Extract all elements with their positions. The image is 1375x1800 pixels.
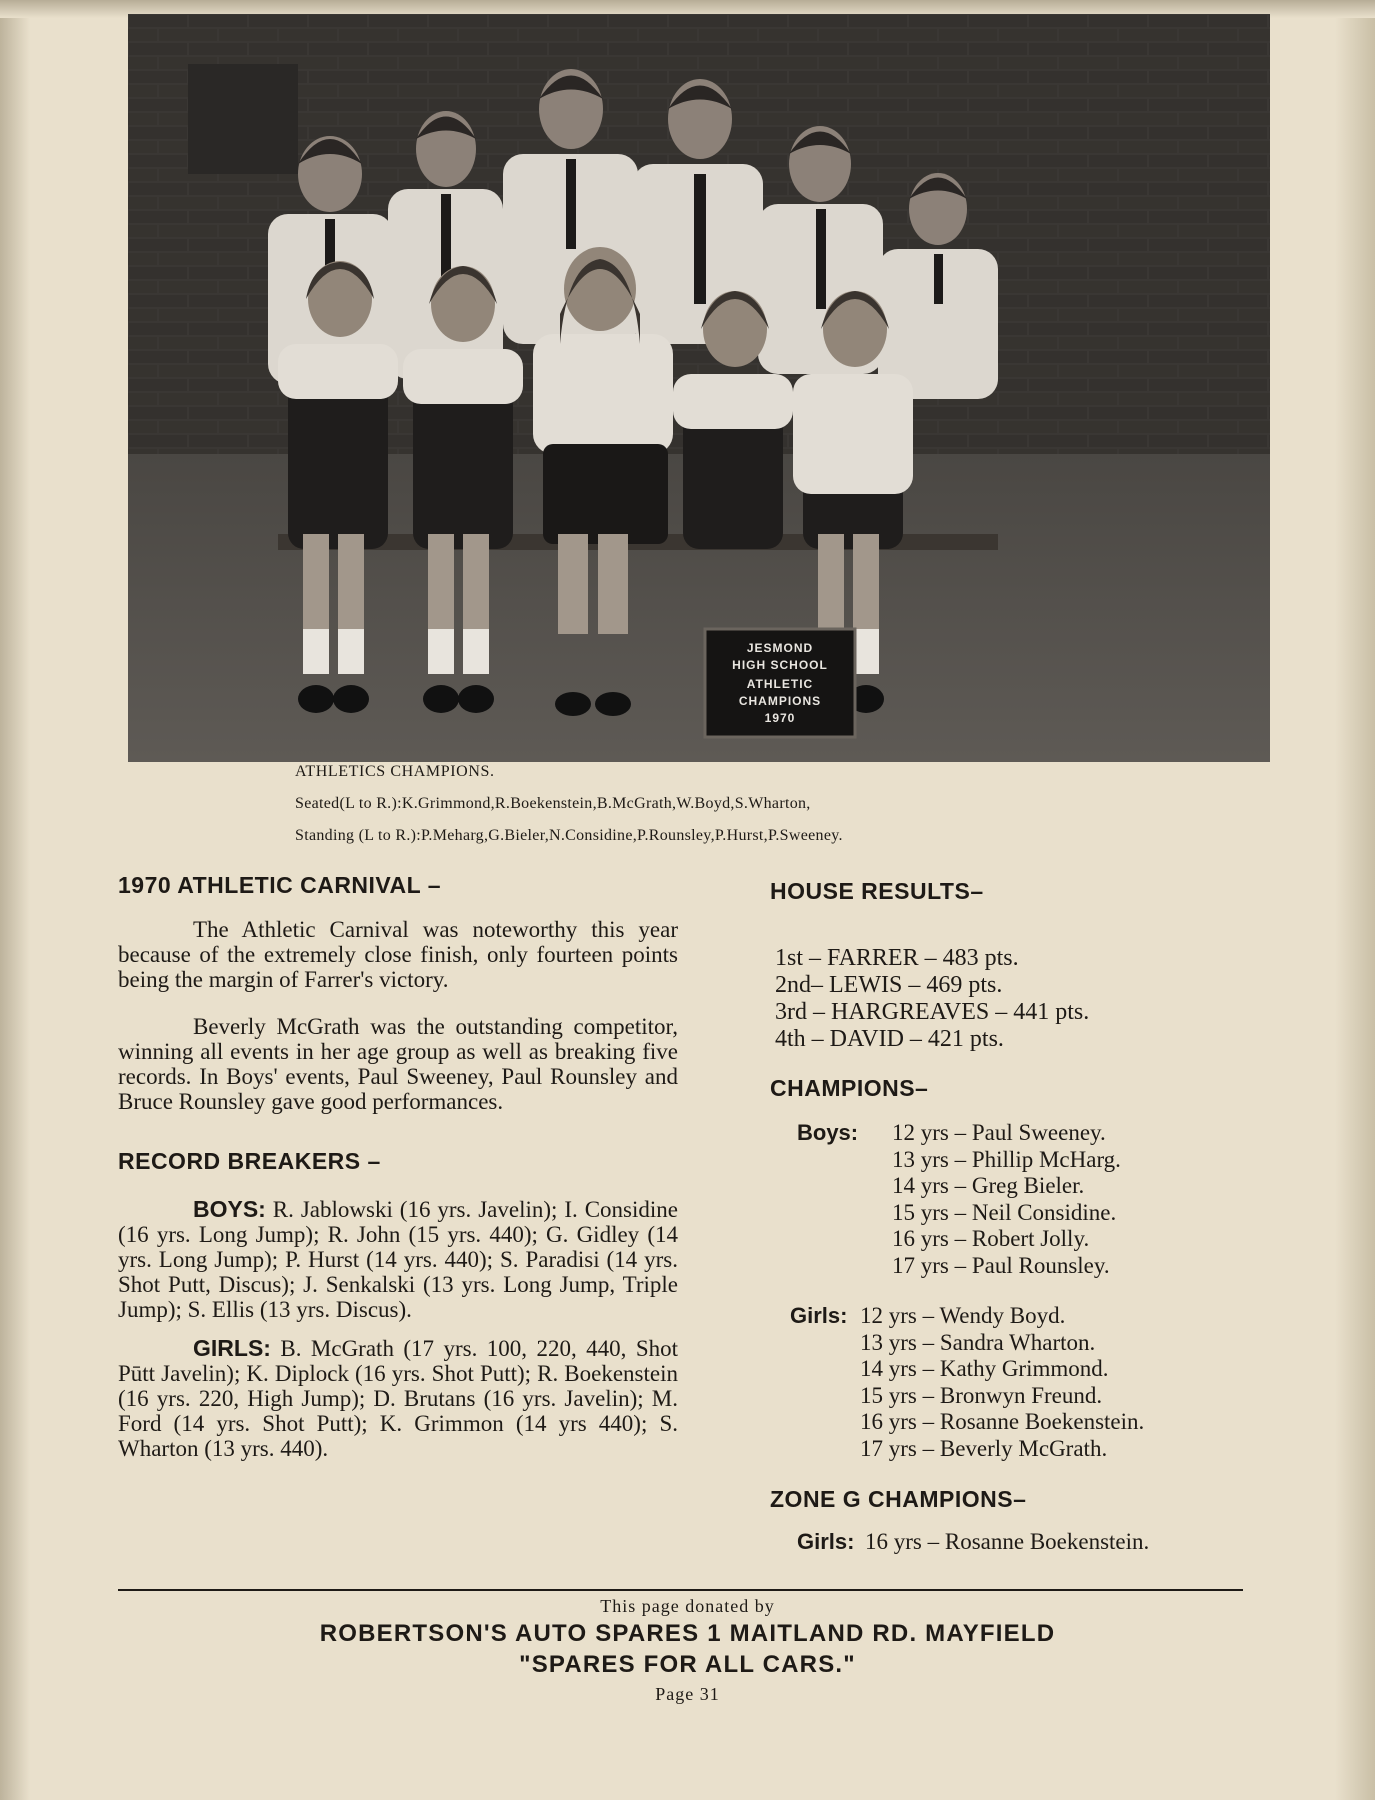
champion-entry: 16 yrs – Robert Jolly. — [892, 1226, 1090, 1251]
photo-caption — [295, 756, 1195, 852]
sponsor-line-2: "SPARES FOR ALL CARS." — [519, 1651, 856, 1678]
carnival-heading: 1970 ATHLETIC CARNIVAL – — [118, 872, 441, 898]
champion-entry: 13 yrs – Sandra Wharton. — [860, 1329, 1096, 1355]
champions-heading: CHAMPIONS– — [770, 1075, 929, 1101]
house-result-item: 4th – DAVID – 421 pts. — [775, 1026, 1004, 1052]
page-edge-right — [1335, 0, 1375, 1800]
carnival-paragraph-1: The Athletic Carnival was noteworthy this year because of the extremely close finish, only fourteen points being the margin of Farrer's victory. — [118, 917, 678, 992]
caption-standing: Standing (L to R.):P.Meharg,G.Bieler,N.Considine,P.Rounsley,P.Hurst,P.Sweeney. — [295, 827, 843, 844]
caption-title: ATHLETICS CHAMPIONS. — [295, 763, 495, 780]
champions-girls-label: Girls: — [790, 1303, 848, 1328]
caption-seated: Seated(L to R.):K.Grimmond,R.Boekenstein,B.McGrath,W.Boyd,S.Wharton, — [295, 795, 811, 812]
champions-girls — [790, 1303, 1240, 1462]
carnival-paragraph-2: Beverly McGrath was the outstanding competitor, winning all events in her age group as well as breaking five records. In Boys' events, Paul Sweeney, Paul Rounsley and Bruce Rounsley gave good performances. — [118, 1014, 678, 1114]
champion-entry: 16 yrs – Rosanne Boekenstein. — [860, 1409, 1145, 1434]
records-boys-text: R. Jablowski (16 yrs. Javelin); I. Considine (16 yrs. Long Jump); R. John (15 yrs. 440); G. Gidley (14 yrs. Long Jump); P. Hurst (14 yrs. 440); S. Paradisi (14 yrs. Shot Putt, Discus); J. Senkalski (13 yrs. Long Jump, Triple Jump); S. Ellis (13 yrs. Discus). — [118, 1197, 678, 1322]
right-column — [770, 878, 1240, 1556]
sign-line-3: ATHLETIC — [746, 677, 814, 691]
house-result-item: 3rd – HARGREAVES – 441 pts. — [775, 999, 1090, 1025]
sponsor-line-1: ROBERTSON'S AUTO SPARES 1 MAITLAND RD. MAYFIELD — [319, 1620, 1056, 1647]
zone-heading: ZONE G CHAMPIONS– — [770, 1486, 1027, 1512]
champions-girls-list — [860, 1303, 1240, 1462]
records-boys-label: BOYS: — [193, 1196, 266, 1222]
records-girls-paragraph — [118, 1336, 678, 1461]
champion-entry: 13 yrs – Phillip McHarg. — [892, 1146, 1121, 1172]
page-edge-left — [0, 0, 30, 1800]
champion-entry: 17 yrs – Beverly McGrath. — [860, 1435, 1108, 1461]
records-girls-label: GIRLS: — [193, 1335, 271, 1361]
team-photo — [128, 14, 1270, 762]
champion-entry: 17 yrs – Paul Rounsley. — [892, 1252, 1110, 1278]
champion-entry: 15 yrs – Bronwyn Freund. — [860, 1382, 1103, 1408]
records-girls-text: B. McGrath (17 yrs. 100, 220, 440, Shot Pūtt Javelin); K. Diplock (16 yrs. Shot Putt); R. Boekenstein (16 yrs. 220, High Jump); D. Brutans (16 yrs. Javelin); M. Ford (14 yrs. Shot Putt); K. Grimmon (14 yrs 440); S. Wharton (13 yrs. 440). — [118, 1336, 678, 1461]
page-number: Page 31 — [655, 1684, 720, 1704]
champions-boys-list — [892, 1120, 1240, 1279]
champions-boys-label: Boys: — [797, 1120, 859, 1145]
sign-line-4: CHAMPIONS — [738, 694, 822, 708]
records-boys-paragraph — [118, 1197, 678, 1322]
house-result-item: 2nd– LEWIS – 469 pts. — [775, 972, 1003, 998]
zone-girls-label: Girls: — [797, 1529, 855, 1554]
house-result-item: 1st – FARRER – 483 pts. — [775, 945, 1019, 971]
champions-sign — [705, 629, 855, 737]
records-heading: RECORD BREAKERS – — [118, 1148, 381, 1174]
left-column — [118, 872, 678, 1461]
house-results-list — [775, 945, 1240, 1053]
champion-entry: 14 yrs – Greg Bieler. — [892, 1173, 1085, 1198]
champion-entry: 12 yrs – Paul Sweeney. — [892, 1120, 1106, 1145]
zone-girls — [797, 1529, 1240, 1556]
champion-entry: 12 yrs – Wendy Boyd. — [860, 1303, 1066, 1328]
footer-rule — [118, 1589, 1243, 1591]
zone-girls-text: 16 yrs – Rosanne Boekenstein. — [865, 1529, 1150, 1554]
champions-boys — [797, 1120, 1240, 1279]
donated-by: This page donated by — [600, 1596, 775, 1616]
house-results-heading: HOUSE RESULTS– — [770, 878, 984, 904]
sign-line-5: 1970 — [764, 711, 796, 725]
champion-entry: 14 yrs – Kathy Grimmond. — [860, 1356, 1109, 1381]
sign-line-1: JESMOND — [746, 641, 814, 655]
sign-line-2: HIGH SCHOOL — [732, 658, 828, 672]
champion-entry: 15 yrs – Neil Considine. — [892, 1199, 1117, 1225]
